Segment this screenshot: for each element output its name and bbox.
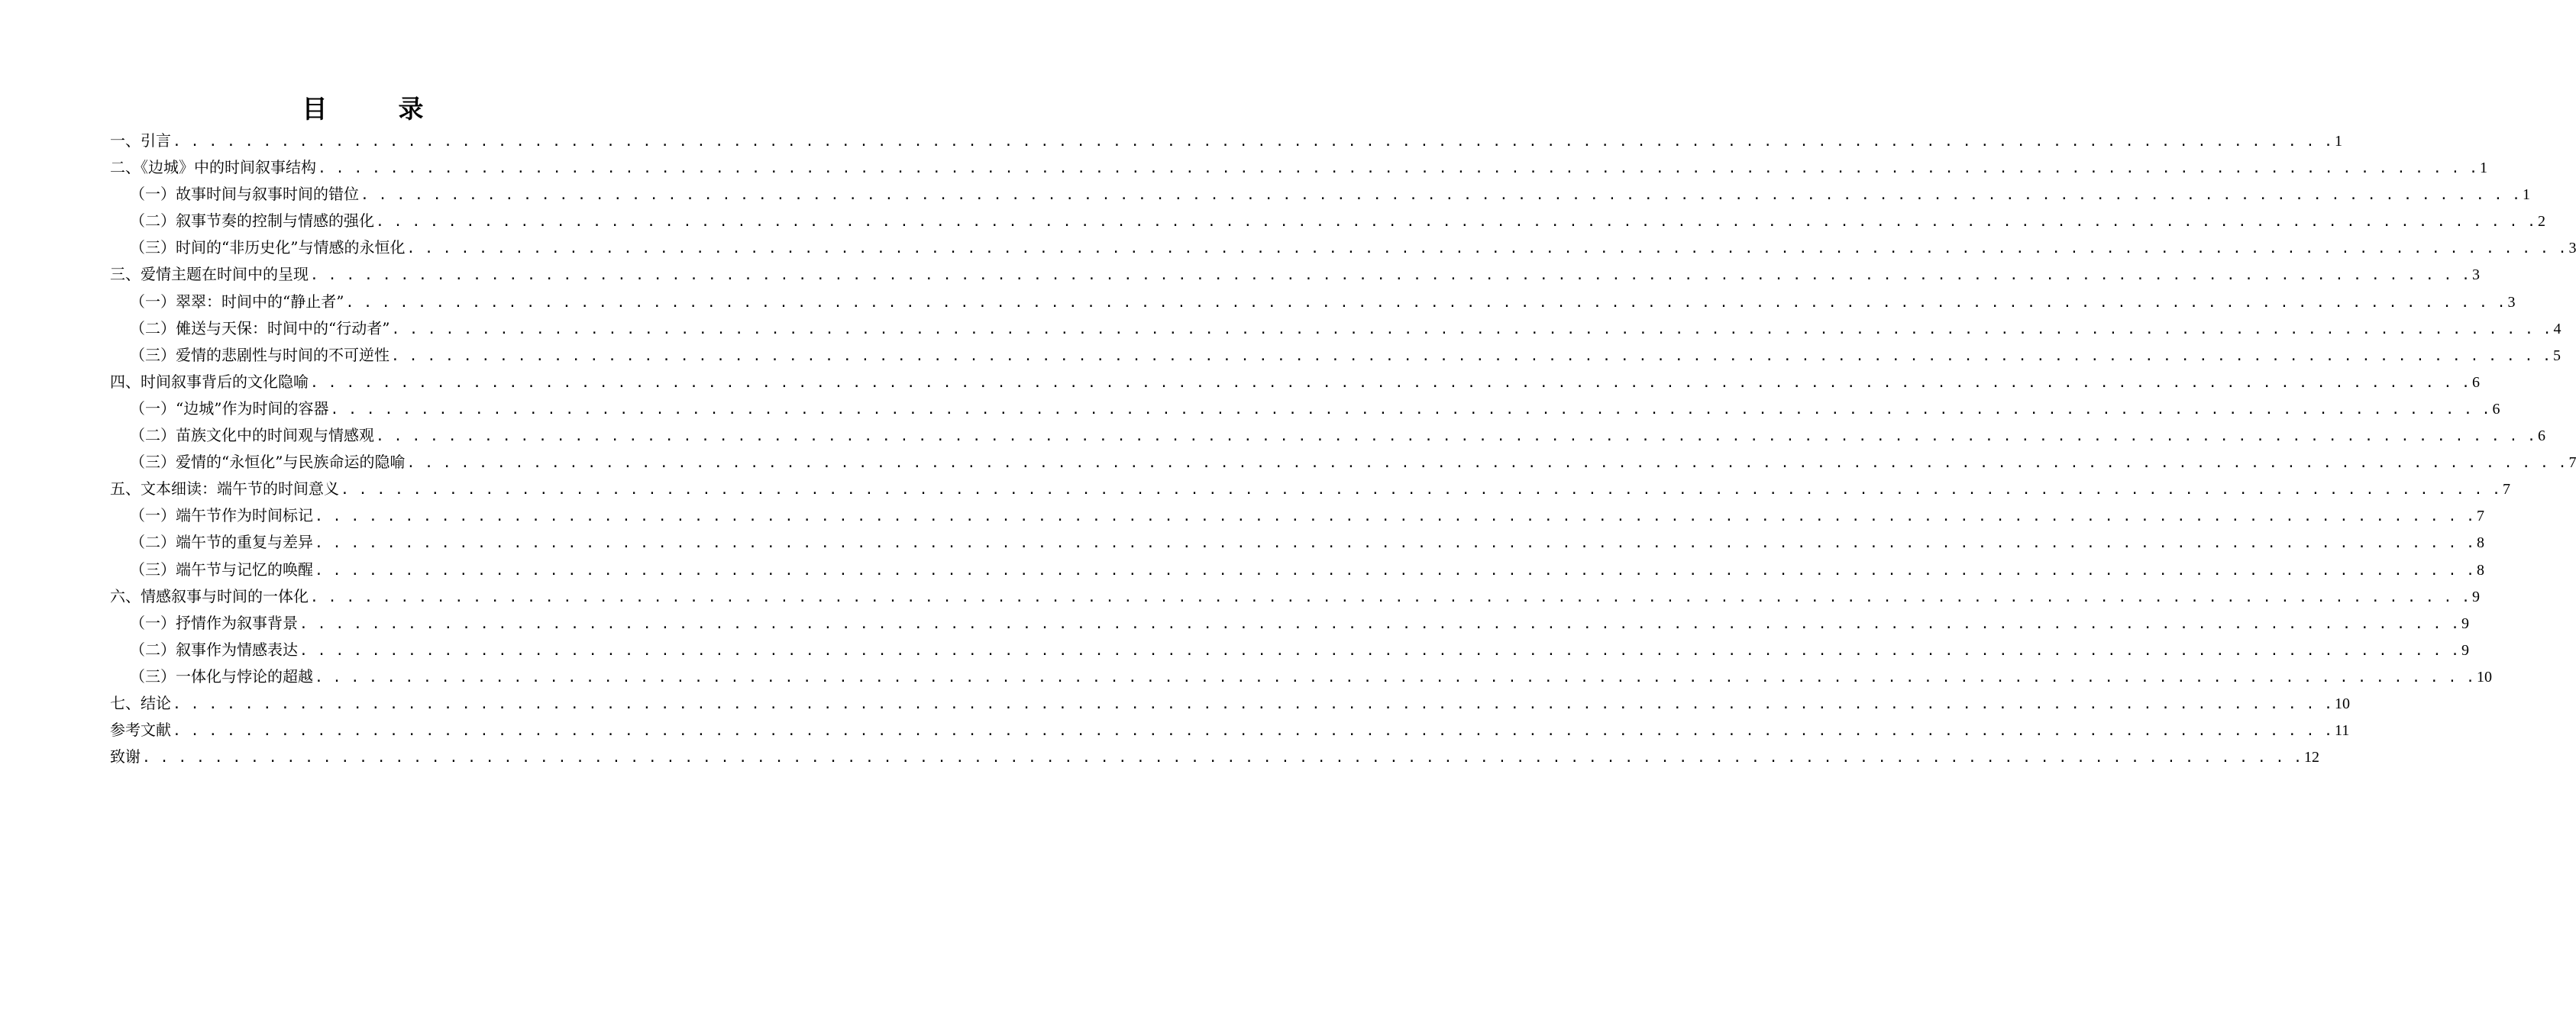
toc-entry-label: （三）一体化与悖论的超越: [130, 666, 313, 686]
toc-leader-dots: . . . . . . . . . . . . . . . . . . . . . . . . . . . . . . . . . . . . . . . . . . . . . . . . . . . . . . . . . . . . . . . . . . . . . . . . . . . . . . . . . . . . . . . . . . . . . . . . . . . . . . . . . . . . . . . . . . . . . . . .: [315, 669, 2476, 686]
toc-leader-dots: . . . . . . . . . . . . . . . . . . . . . . . . . . . . . . . . . . . . . . . . . . . . . . . . . . . . . . . . . . . . . . . . . . . . . . . . . . . . . . . . . . . . . . . . . . . . . . . . . . . . . . . . . . . . . . . . . . . . . . . .: [315, 562, 2476, 579]
toc-leader-dots: . . . . . . . . . . . . . . . . . . . . . . . . . . . . . . . . . . . . . . . . . . . . . . . . . . . . . . . . . . . . . . . . . . . . . . . . . . . . . . . . . . . . . . . . . . . . . . . . . . . . . . . . . . . . . . . . . . . . . . . .: [173, 695, 2334, 712]
toc-entry-page-number: 4: [2553, 320, 2561, 337]
toc-entry-label: （一）抒情作为叙事背景: [130, 613, 298, 632]
toc-entry-page-number: 3: [2507, 293, 2516, 311]
toc-entry-label: 一、引言: [110, 131, 171, 150]
toc-entry-label: （三）爱情的悲剧性与时间的不可逆性: [130, 345, 389, 364]
toc-entry-label: 致谢: [110, 747, 141, 766]
toc-entry[interactable]: [110, 610, 2470, 637]
toc-entry[interactable]: [110, 127, 2343, 154]
toc-entry-label: （三）端午节与记忆的唤醒: [130, 560, 313, 579]
toc-entry-page-number: 10: [2477, 668, 2493, 686]
toc-leader-dots: . . . . . . . . . . . . . . . . . . . . . . . . . . . . . . . . . . . . . . . . . . . . . . . . . . . . . . . . . . . . . . . . . . . . . . . . . . . . . . . . . . . . . . . . . . . . . . . . . . . . . . . . . . . . . . . . . . . . . . . .: [391, 347, 2552, 364]
toc-entry-label: （三）时间的“非历史化”与情感的永恒化: [130, 238, 406, 257]
toc-entry[interactable]: [110, 315, 2561, 342]
toc-entry-label: （二）苗族文化中的时间观与情感观: [130, 426, 374, 445]
toc-entry-label: （二）端午节的重复与差异: [130, 533, 313, 552]
toc-entry-page-number: 5: [2553, 347, 2561, 364]
toc-entry-page-number: 2: [2538, 213, 2546, 231]
toc-entry[interactable]: [110, 502, 2485, 529]
toc-leader-dots: . . . . . . . . . . . . . . . . . . . . . . . . . . . . . . . . . . . . . . . . . . . . . . . . . . . . . . . . . . . . . . . . . . . . . . . . . . . . . . . . . . . . . . . . . . . . . . . . . . . . . . . . . . . . . . . . . . . . . . . .: [310, 374, 2471, 391]
toc-leader-dots: . . . . . . . . . . . . . . . . . . . . . . . . . . . . . . . . . . . . . . . . . . . . . . . . . . . . . . . . . . . . . . . . . . . . . . . . . . . . . . . . . . . . . . . . . . . . . . . . . . . . . . . . . . . . . . . . . . . . . . . .: [173, 134, 2334, 150]
toc-entry-label: （二）叙事节奏的控制与情感的强化: [130, 211, 374, 231]
toc-leader-dots: . . . . . . . . . . . . . . . . . . . . . . . . . . . . . . . . . . . . . . . . . . . . . . . . . . . . . . . . . . . . . . . . . . . . . . . . . . . . . . . . . . . . . . . . . . . . . . . . . . . . . . . . . . . . . . . . . . . . . . . .: [406, 240, 2568, 257]
toc-entry-label: 四、时间叙事背后的文化隐喻: [110, 372, 309, 391]
toc-leader-dots: . . . . . . . . . . . . . . . . . . . . . . . . . . . . . . . . . . . . . . . . . . . . . . . . . . . . . . . . . . . . . . . . . . . . . . . . . . . . . . . . . . . . . . . . . . . . . . . . . . . . . . . . . . . . . . . . . . . . . . . .: [299, 642, 2461, 659]
toc-leader-dots: . . . . . . . . . . . . . . . . . . . . . . . . . . . . . . . . . . . . . . . . . . . . . . . . . . . . . . . . . . . . . . . . . . . . . . . . . . . . . . . . . . . . . . . . . . . . . . . . . . . . . . . . . . . . . . . . . . . . . . . .: [299, 615, 2461, 632]
toc-leader-dots: . . . . . . . . . . . . . . . . . . . . . . . . . . . . . . . . . . . . . . . . . . . . . . . . . . . . . . . . . . . . . . . . . . . . . . . . . . . . . . . . . . . . . . . . . . . . . . . . . . . . . . . . . . . . . . . . . . . . . . . .: [341, 482, 2502, 498]
toc-entry[interactable]: [110, 529, 2485, 556]
toc-entry[interactable]: [110, 289, 2516, 315]
toc-entry[interactable]: [110, 557, 2485, 583]
toc-entry-page-number: 6: [2492, 400, 2500, 418]
toc-entry-page-number: 3: [2568, 240, 2576, 257]
toc-entry[interactable]: [110, 717, 2350, 744]
toc-entry-page-number: 1: [2523, 186, 2531, 204]
toc-entry-label: （二）傩送与天保：时间中的“行动者”: [130, 318, 390, 337]
toc-leader-dots: . . . . . . . . . . . . . . . . . . . . . . . . . . . . . . . . . . . . . . . . . . . . . . . . . . . . . . . . . . . . . . . . . . . . . . . . . . . . . . . . . . . . . . . . . . . . . . . . . . . . . . . . . . . . . . . . . . . . . . . .: [315, 535, 2476, 552]
toc-leader-dots: . . . . . . . . . . . . . . . . . . . . . . . . . . . . . . . . . . . . . . . . . . . . . . . . . . . . . . . . . . . . . . . . . . . . . . . . . . . . . . . . . . . . . . . . . . . . . . . . . . . . . . . . . . . . . . . . . . . . . . . .: [406, 455, 2568, 472]
toc-entry-label: 六、情感叙事与时间的一体化: [110, 586, 309, 605]
toc-leader-dots: . . . . . . . . . . . . . . . . . . . . . . . . . . . . . . . . . . . . . . . . . . . . . . . . . . . . . . . . . . . . . . . . . . . . . . . . . . . . . . . . . . . . . . . . . . . . . . . . . . . . . . . . . . . . . . . . . . . . . . . .: [310, 267, 2471, 284]
toc-entry[interactable]: [110, 422, 2546, 449]
toc-entry-page-number: 7: [2503, 481, 2511, 498]
toc-entry-page-number: 7: [2568, 454, 2576, 472]
toc-entry[interactable]: [110, 181, 2531, 208]
toc-entry[interactable]: [110, 234, 2576, 261]
toc-entry-label: 七、结论: [110, 693, 171, 712]
toc-entry-label: （一）故事时间与叙事时间的错位: [130, 185, 359, 204]
toc-entry-label: 参考文献: [110, 721, 171, 740]
toc-entry[interactable]: [110, 583, 2481, 610]
toc-entry-page-number: 9: [2461, 641, 2470, 659]
toc-leader-dots: . . . . . . . . . . . . . . . . . . . . . . . . . . . . . . . . . . . . . . . . . . . . . . . . . . . . . . . . . . . . . . . . . . . . . . . . . . . . . . . . . . . . . . . . . . . . . . . . . . . . . . . . . . . . . . . . . . . . . . . .: [318, 160, 2479, 177]
toc-entry[interactable]: [110, 154, 2488, 181]
toc-entry-page-number: 6: [2538, 428, 2546, 445]
toc-entry-page-number: 3: [2472, 266, 2481, 284]
toc-entry-page-number: 10: [2335, 695, 2351, 712]
toc-entry-page-number: 9: [2472, 588, 2481, 605]
toc-entry-page-number: 8: [2477, 561, 2485, 579]
toc-entry[interactable]: [110, 208, 2546, 234]
toc-entry[interactable]: [110, 476, 2511, 502]
toc-entry[interactable]: [110, 369, 2481, 395]
toc-entry-page-number: 1: [2480, 160, 2488, 177]
toc-entry[interactable]: [110, 395, 2500, 422]
toc-entry[interactable]: [110, 663, 2493, 690]
toc-entry-label: （一）端午节作为时间标记: [130, 506, 313, 525]
toc-entry-label: （一）“边城”作为时间的容器: [130, 398, 329, 418]
toc-list: [110, 127, 2576, 770]
toc-leader-dots: . . . . . . . . . . . . . . . . . . . . . . . . . . . . . . . . . . . . . . . . . . . . . . . . . . . . . . . . . . . . . . . . . . . . . . . . . . . . . . . . . . . . . . . . . . . . . . . . . . . . . . . . . . . . . . . . . . . . . . . .: [142, 750, 2303, 766]
toc-entry[interactable]: [110, 690, 2351, 717]
toc-leader-dots: . . . . . . . . . . . . . . . . . . . . . . . . . . . . . . . . . . . . . . . . . . . . . . . . . . . . . . . . . . . . . . . . . . . . . . . . . . . . . . . . . . . . . . . . . . . . . . . . . . . . . . . . . . . . . . . . . . . . . . . .: [310, 589, 2471, 605]
toc-leader-dots: . . . . . . . . . . . . . . . . . . . . . . . . . . . . . . . . . . . . . . . . . . . . . . . . . . . . . . . . . . . . . . . . . . . . . . . . . . . . . . . . . . . . . . . . . . . . . . . . . . . . . . . . . . . . . . . . . . . . . . . .: [360, 187, 2522, 204]
toc-entry[interactable]: [110, 637, 2470, 663]
toc-entry-page-number: 11: [2335, 722, 2350, 740]
toc-entry-label: 三、爱情主题在时间中的呈现: [110, 265, 309, 284]
toc-entry-page-number: 7: [2477, 508, 2485, 525]
toc-entry-page-number: 1: [2335, 133, 2343, 150]
toc-entry-page-number: 8: [2477, 534, 2485, 552]
toc-entry-label: 二、《边城》中的时间叙事结构: [110, 158, 316, 177]
toc-leader-dots: . . . . . . . . . . . . . . . . . . . . . . . . . . . . . . . . . . . . . . . . . . . . . . . . . . . . . . . . . . . . . . . . . . . . . . . . . . . . . . . . . . . . . . . . . . . . . . . . . . . . . . . . . . . . . . . . . . . . . . . .: [345, 294, 2507, 311]
toc-entry-label: （一）翠翠：时间中的“静止者”: [130, 292, 344, 311]
toc-entry-label: （三）爱情的“永恒化”与民族命运的隐喻: [130, 453, 406, 472]
toc-entry[interactable]: [110, 744, 2320, 770]
toc-leader-dots: . . . . . . . . . . . . . . . . . . . . . . . . . . . . . . . . . . . . . . . . . . . . . . . . . . . . . . . . . . . . . . . . . . . . . . . . . . . . . . . . . . . . . . . . . . . . . . . . . . . . . . . . . . . . . . . . . . . . . . . .: [173, 723, 2334, 740]
toc-leader-dots: . . . . . . . . . . . . . . . . . . . . . . . . . . . . . . . . . . . . . . . . . . . . . . . . . . . . . . . . . . . . . . . . . . . . . . . . . . . . . . . . . . . . . . . . . . . . . . . . . . . . . . . . . . . . . . . . . . . . . . . .: [330, 401, 2491, 418]
toc-leader-dots: . . . . . . . . . . . . . . . . . . . . . . . . . . . . . . . . . . . . . . . . . . . . . . . . . . . . . . . . . . . . . . . . . . . . . . . . . . . . . . . . . . . . . . . . . . . . . . . . . . . . . . . . . . . . . . . . . . . . . . . .: [315, 508, 2476, 525]
toc-entry[interactable]: [110, 449, 2576, 476]
toc-entry-label: 五、文本细读：端午节的时间意义: [110, 479, 339, 498]
toc-title: 目 录: [302, 94, 447, 124]
toc-entry-page-number: 12: [2304, 749, 2320, 766]
toc-entry-label: （二）叙事作为情感表达: [130, 640, 298, 659]
toc-entry[interactable]: [110, 261, 2481, 288]
toc-leader-dots: . . . . . . . . . . . . . . . . . . . . . . . . . . . . . . . . . . . . . . . . . . . . . . . . . . . . . . . . . . . . . . . . . . . . . . . . . . . . . . . . . . . . . . . . . . . . . . . . . . . . . . . . . . . . . . . . . . . . . . . .: [376, 214, 2537, 231]
toc-leader-dots: . . . . . . . . . . . . . . . . . . . . . . . . . . . . . . . . . . . . . . . . . . . . . . . . . . . . . . . . . . . . . . . . . . . . . . . . . . . . . . . . . . . . . . . . . . . . . . . . . . . . . . . . . . . . . . . . . . . . . . . .: [376, 428, 2537, 445]
toc-entry-page-number: 6: [2472, 373, 2481, 391]
toc-leader-dots: . . . . . . . . . . . . . . . . . . . . . . . . . . . . . . . . . . . . . . . . . . . . . . . . . . . . . . . . . . . . . . . . . . . . . . . . . . . . . . . . . . . . . . . . . . . . . . . . . . . . . . . . . . . . . . . . . . . . . . . .: [391, 321, 2552, 337]
toc-entry[interactable]: [110, 342, 2561, 369]
toc-entry-page-number: 9: [2461, 615, 2470, 632]
